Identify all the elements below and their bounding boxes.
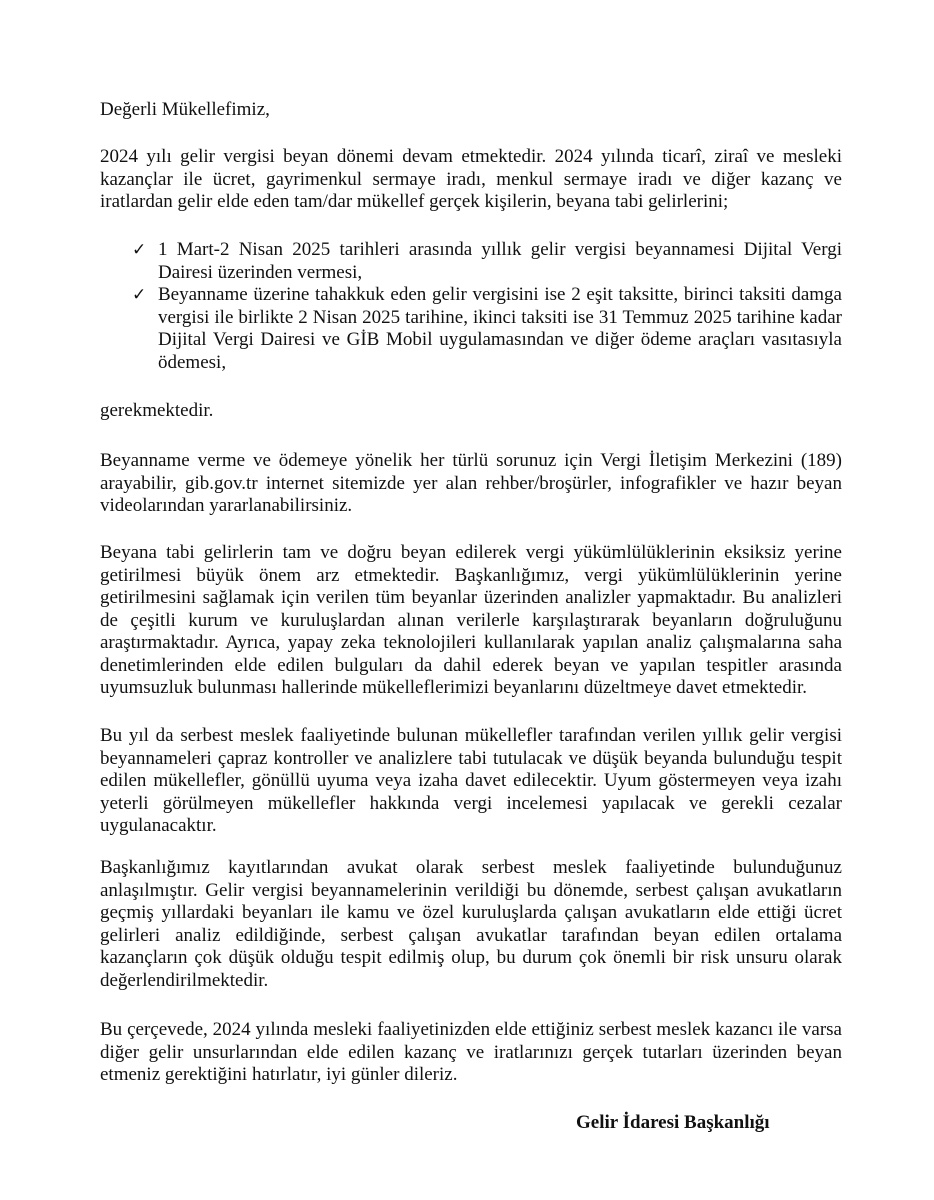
checkmark-icon: ✓: [132, 240, 147, 260]
list-item-text: Beyanname üzerine tahakkuk eden gelir vergisini ise 2 eşit taksitte, birinci taksiti damga vergisi ile birlikte 2 Nisan 2025 tarihine, ikinci taksiti ise 31 Temmuz 2025 tarihine kadar Dijital Vergi Dairesi ve GİB Mobil uygulamasından ve diğer ödeme araçları vasıtasıyla ödemesi,: [158, 284, 842, 373]
analysis-paragraph: Beyana tabi gelirlerin tam ve doğru beyan edilerek vergi yükümlülüklerinin eksiksiz yerine getirilmesi büyük önem arz etmektedir. Başkanlığımız, vergi yükümlülüklerinin yerine getirilmesini sağlamak için verilen tüm beyanlar üzerinden analizler yapmaktadır. Bu analizleri de çeşitli kurum ve kuruluşlardan alınan verilerle karşılaştırarak beyanların doğruluğunu araştırmaktadır. Ayrıca, yapay zeka teknolojileri kullanılarak yapılan analiz çalışmalarına saha denetimlerinden elde edilen bulguları da dahil ederek beyan ve yapılan tespitler arasında uyumsuzluk bulunması hallerinde mükelleflerimizi beyanlarını düzeltmeye davet etmektedir.: [100, 542, 842, 698]
list-item-text: 1 Mart-2 Nisan 2025 tarihleri arasında yıllık gelir vergisi beyannamesi Dijital Vergi Dairesi üzerinden vermesi,: [158, 239, 842, 283]
signature: Gelir İdaresi Başkanlığı: [576, 1112, 770, 1133]
lawyers-paragraph: Başkanlığımız kayıtlarından avukat olarak serbest meslek faaliyetinde bulunduğunuz anlaşılmıştır. Gelir vergisi beyannamelerinin verildiği bu dönemde, serbest çalışan avukatların geçmiş yıllardaki beyanları ile kamu ve özel kuruluşlarda çalışan avukatların elde ettiği ücret gelirleri analiz edildiğinde, serbest çalışan avukatlar tarafından beyan edilen ortalama kazançların çok düşük olduğu tespit edilmiş olup, bu durum çok önemli bir risk unsuru olarak değerlendirilmektedir.: [100, 857, 842, 991]
list-item: [100, 239, 842, 284]
final-paragraph: Bu çerçevede, 2024 yılında mesleki faaliyetinizden elde ettiğiniz serbest meslek kazancı ile varsa diğer gelir unsurlarından elde edilen kazanç ve iratlarınızı gerçek tutarları üzerinden beyan etmeniz gerektiğini hatırlatır, iyi günler dileriz.: [100, 1019, 842, 1085]
freelance-paragraph: Bu yıl da serbest meslek faaliyetinde bulunan mükellefler tarafından verilen yıllık gelir vergisi beyannameleri çapraz kontroller ve analizlere tabi tutulacak ve düşük beyanda bulunduğu tespit edilen mükellefler, gönüllü uyuma veya izaha davet edilecektir. Uyum göstermeyen veya izahı yeterli görülmeyen mükellefler hakkında vergi incelemesi yapılacak ve gerekli cezalar uygulanacaktır.: [100, 725, 842, 836]
closing-phrase: gerekmektedir.: [100, 400, 214, 421]
checkmark-icon: ✓: [132, 285, 147, 305]
intro-paragraph: 2024 yılı gelir vergisi beyan dönemi devam etmektedir. 2024 yılında ticarî, ziraî ve mesleki kazançlar ile ücret, gayrimenkul sermaye iradı, menkul sermaye iradı ve diğer kazanç ve iratlardan gelir elde eden tam/dar mükellef gerçek kişilerin, beyana tabi gelirlerini;: [100, 146, 842, 212]
list-item: [100, 284, 842, 374]
letter-greeting: Değerli Mükellefimiz,: [100, 99, 270, 120]
obligations-list: [100, 239, 842, 374]
support-paragraph: Beyanname verme ve ödemeye yönelik her türlü sorunuz için Vergi İletişim Merkezini (189) arayabilir, gib.gov.tr internet sitemizde yer alan rehber/broşürler, infografikler ve hazır beyan videolarından yararlanabilirsiniz.: [100, 450, 842, 516]
